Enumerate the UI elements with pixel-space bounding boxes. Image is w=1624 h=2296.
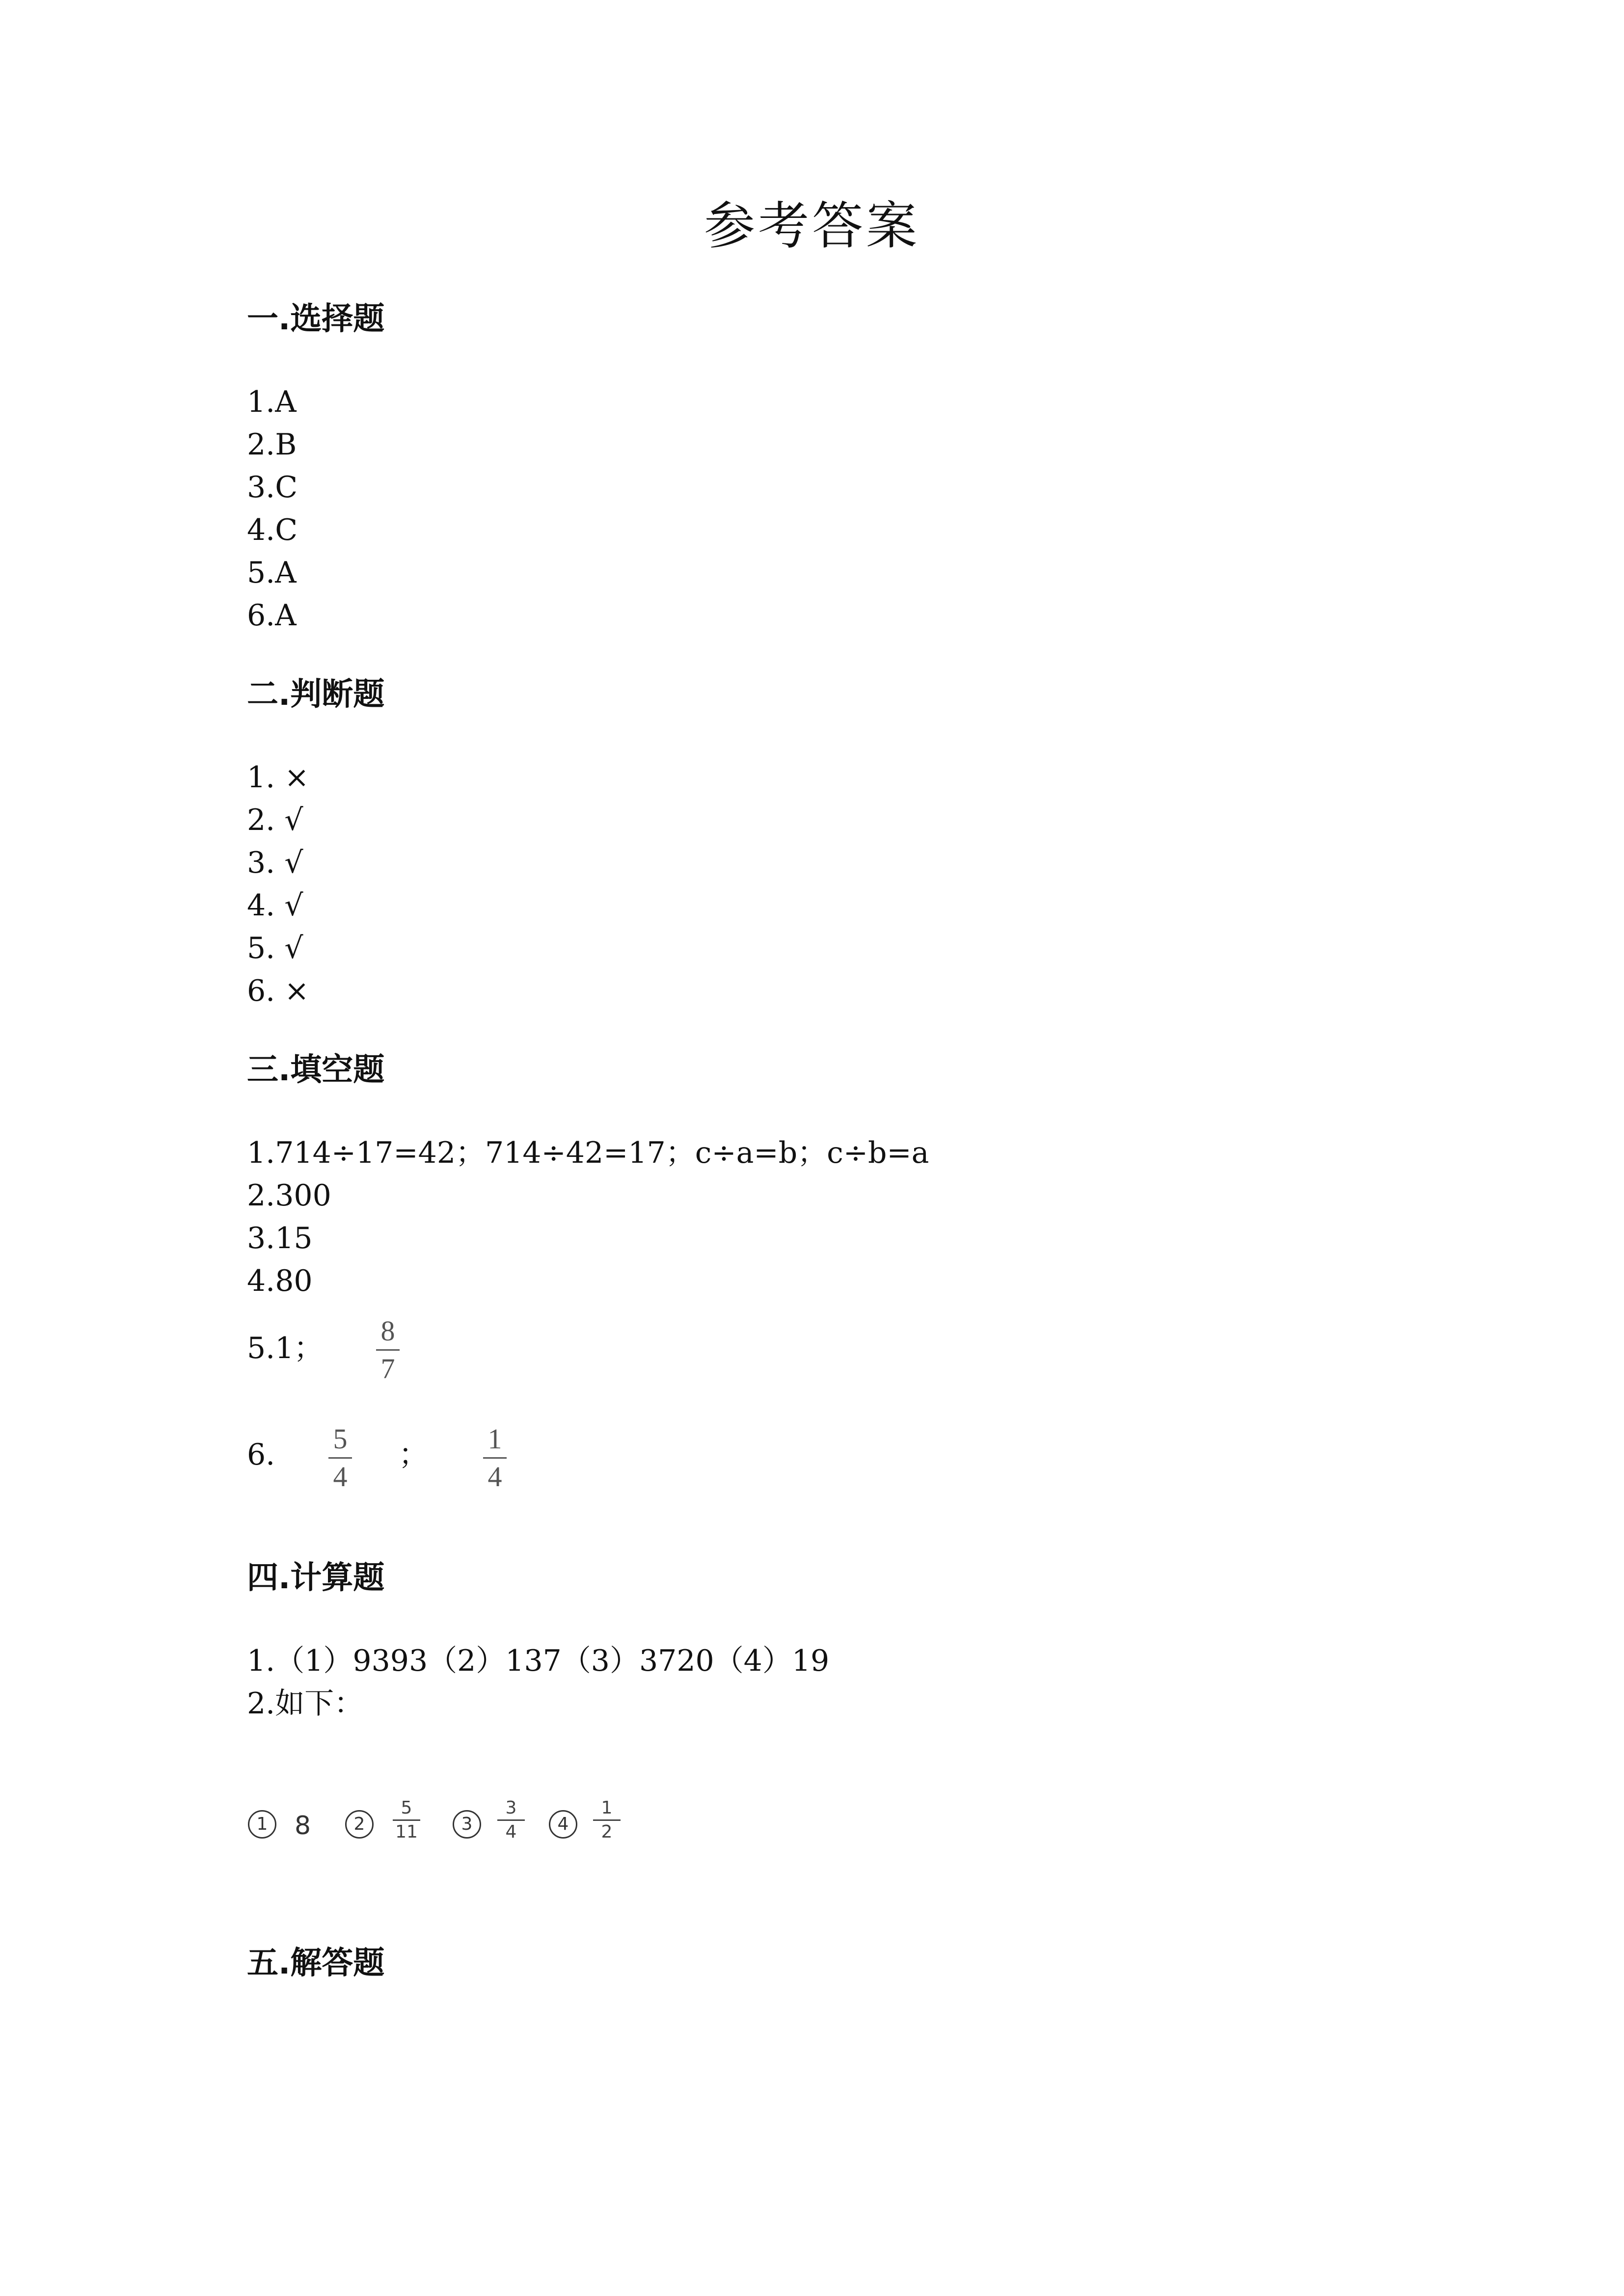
fraction-bar (497, 1819, 525, 1821)
answer-line: 3. √ (247, 846, 303, 880)
page-title: 参考答案 (704, 196, 920, 256)
answer-line: 6. (247, 1438, 275, 1472)
fraction-bar (376, 1349, 400, 1351)
fraction-denominator: 2 (601, 1822, 613, 1842)
fraction-bar (393, 1819, 420, 1821)
section-heading-calc: 四.计算题 (247, 1560, 385, 1596)
fraction (393, 1799, 420, 1841)
fraction (593, 1799, 621, 1841)
separator: ； (399, 1438, 428, 1472)
answer-line: 1.（1）9393（2）137（3）3720（4）19 (247, 1644, 830, 1678)
answer-line: 5.A (247, 556, 297, 590)
answer-value: 8 (295, 1811, 311, 1841)
fraction-bar (483, 1457, 507, 1459)
fraction (328, 1425, 352, 1491)
answer-line: 6. × (247, 974, 309, 1008)
answer-line: 3.C (247, 470, 298, 505)
section-heading-solve: 五.解答题 (247, 1945, 385, 1981)
circled-number: 4 (549, 1810, 577, 1839)
answer-line: 2.如下： (247, 1686, 364, 1721)
fraction-denominator: 4 (487, 1461, 502, 1493)
circled-number: 2 (345, 1810, 374, 1839)
answer-line: 3.15 (247, 1221, 313, 1255)
circled-number: 3 (453, 1810, 481, 1839)
fraction-denominator: 4 (505, 1822, 517, 1842)
fraction-numerator: 8 (380, 1315, 395, 1347)
fraction-numerator: 3 (505, 1798, 517, 1818)
answer-line: 5.1； (247, 1331, 324, 1365)
circled-number: 1 (248, 1810, 276, 1839)
fraction-denominator: 7 (380, 1353, 395, 1385)
answer-line: 2.300 (247, 1178, 331, 1213)
answer-line: 5. √ (247, 931, 303, 965)
fraction (376, 1317, 400, 1383)
answer-line: 1. × (247, 760, 309, 795)
fraction-numerator: 1 (487, 1423, 502, 1455)
fraction-bar (328, 1457, 352, 1459)
answer-line: 4.C (247, 513, 298, 547)
section-heading-fill: 三.填空题 (247, 1052, 385, 1088)
fraction-denominator: 11 (395, 1822, 418, 1842)
section-heading-choice: 一.选择题 (247, 301, 385, 337)
answer-line: 2. √ (247, 803, 303, 837)
fraction-numerator: 1 (601, 1798, 613, 1818)
answer-line: 4. √ (247, 888, 303, 923)
section-heading-judge: 二.判断题 (247, 676, 385, 713)
fraction (483, 1425, 507, 1491)
answer-line: 1.A (247, 385, 297, 419)
answer-line: 6.A (247, 598, 297, 633)
fraction-bar (593, 1819, 621, 1821)
fraction-numerator: 5 (401, 1798, 412, 1818)
fraction-denominator: 4 (333, 1461, 348, 1493)
answer-line: 4.80 (247, 1264, 313, 1298)
fraction-numerator: 5 (333, 1423, 348, 1455)
answer-line: 1.714÷17=42；714÷42=17；c÷a=b；c÷b=a (247, 1136, 929, 1170)
answer-line: 2.B (247, 427, 297, 462)
fraction (497, 1799, 525, 1841)
